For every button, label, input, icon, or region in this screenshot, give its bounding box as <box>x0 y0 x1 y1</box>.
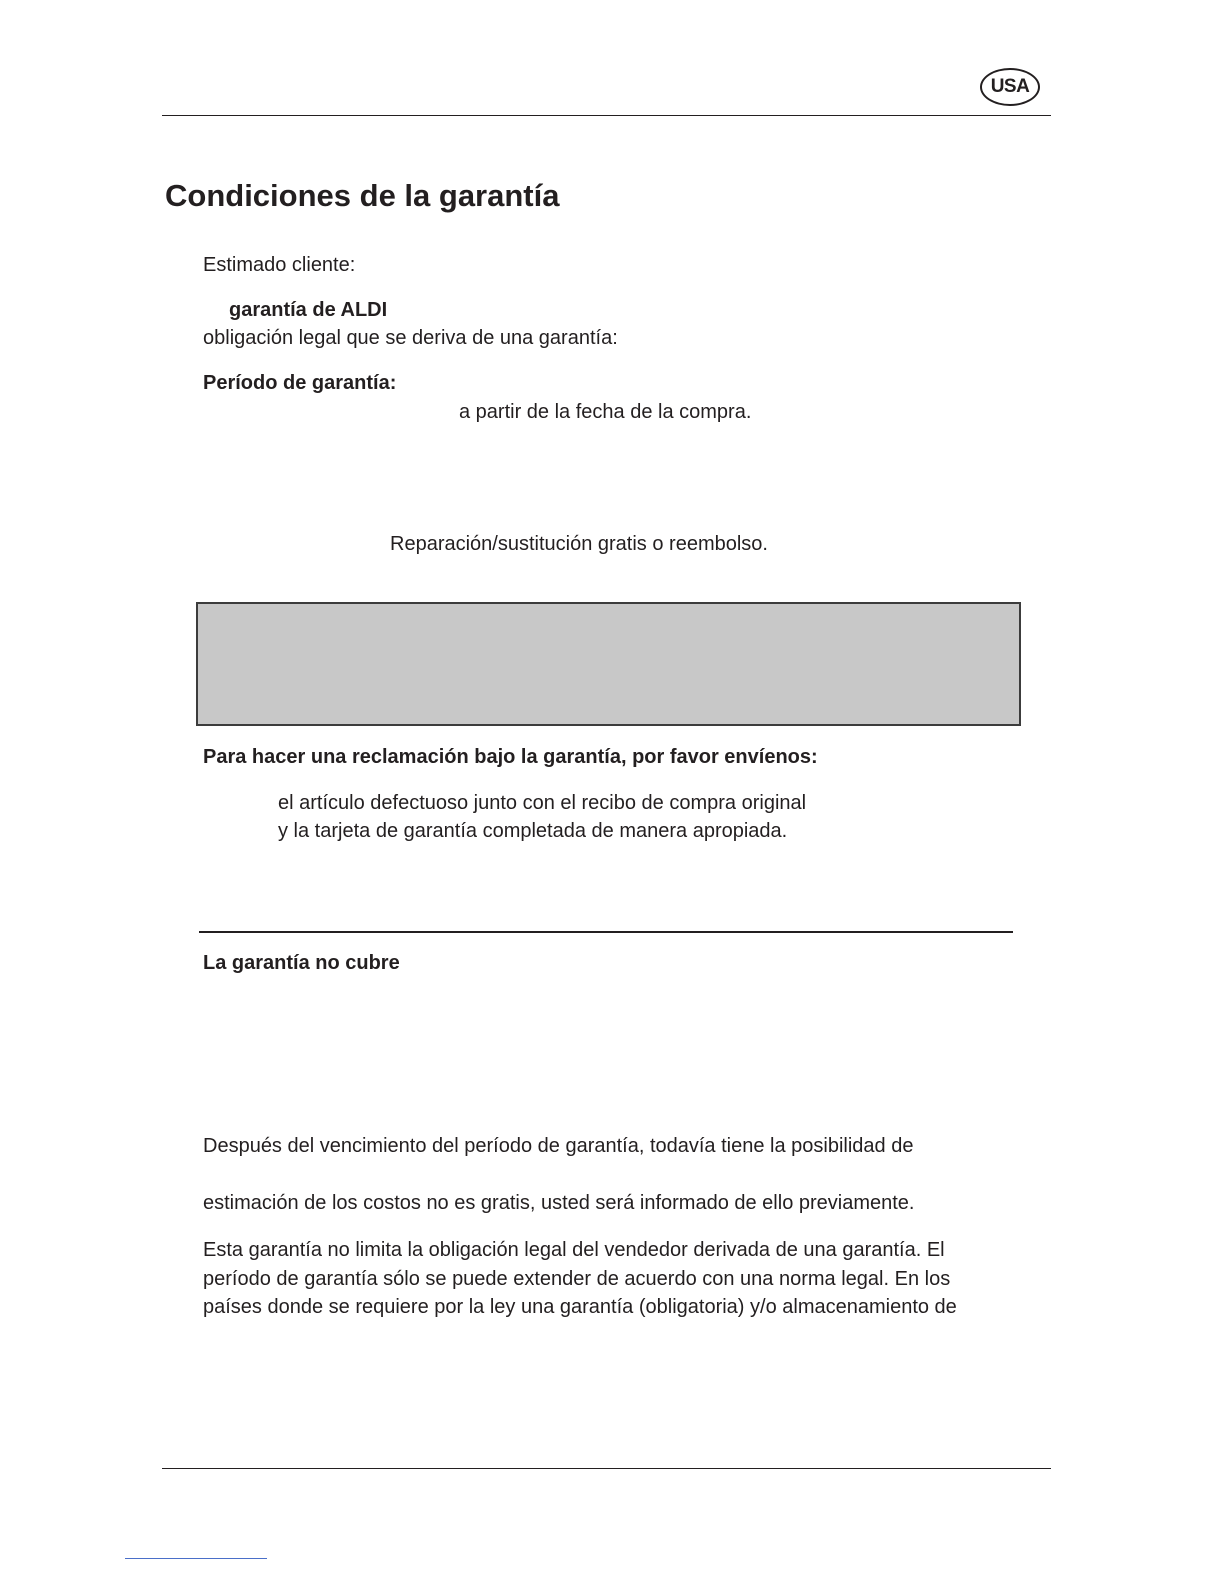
legal-line-2: período de garantía sólo se puede extender de acuerdo con una norma legal. En los <box>203 1268 951 1290</box>
after-expiry-line-1: Después del vencimiento del período de garantía, todavía tiene la posibilidad de <box>203 1135 914 1157</box>
legal-line-1: Esta garantía no limita la obligación legal del vendedor derivada de una garantía. El <box>203 1239 945 1261</box>
header-rule <box>162 115 1051 116</box>
footer-link-underline <box>125 1558 267 1559</box>
section-divider <box>199 931 1013 933</box>
warranty-period-heading: Período de garantía: <box>203 372 397 394</box>
page-title: Condiciones de la garantía <box>165 178 560 213</box>
after-expiry-line-2: estimación de los costos no es gratis, usted será informado de ello previamente. <box>203 1192 915 1214</box>
footer-rule <box>162 1468 1051 1469</box>
not-covered-heading: La garantía no cubre <box>203 952 400 974</box>
claim-item-2: y la tarjeta de garantía completada de manera apropiada. <box>278 820 788 842</box>
usa-badge: USA <box>980 68 1040 106</box>
intro-line-2: obligación legal que se deriva de una garantía: <box>203 327 618 349</box>
greeting: Estimado cliente: <box>203 254 356 276</box>
claim-item-1: el artículo defectuoso junto con el recibo de compra original <box>278 792 807 814</box>
gray-info-box <box>196 602 1021 726</box>
legal-line-3: países donde se requiere por la ley una garantía (obligatoria) y/o almacenamiento de <box>203 1296 957 1318</box>
warranty-period-line: a partir de la fecha de la compra. <box>459 401 752 423</box>
claim-heading: Para hacer una reclamación bajo la garantía, por favor envíenos: <box>203 746 818 768</box>
intro-bold-fragment: garantía de ALDI <box>229 299 388 321</box>
remedy-line: Reparación/sustitución gratis o reembolso. <box>390 533 768 555</box>
